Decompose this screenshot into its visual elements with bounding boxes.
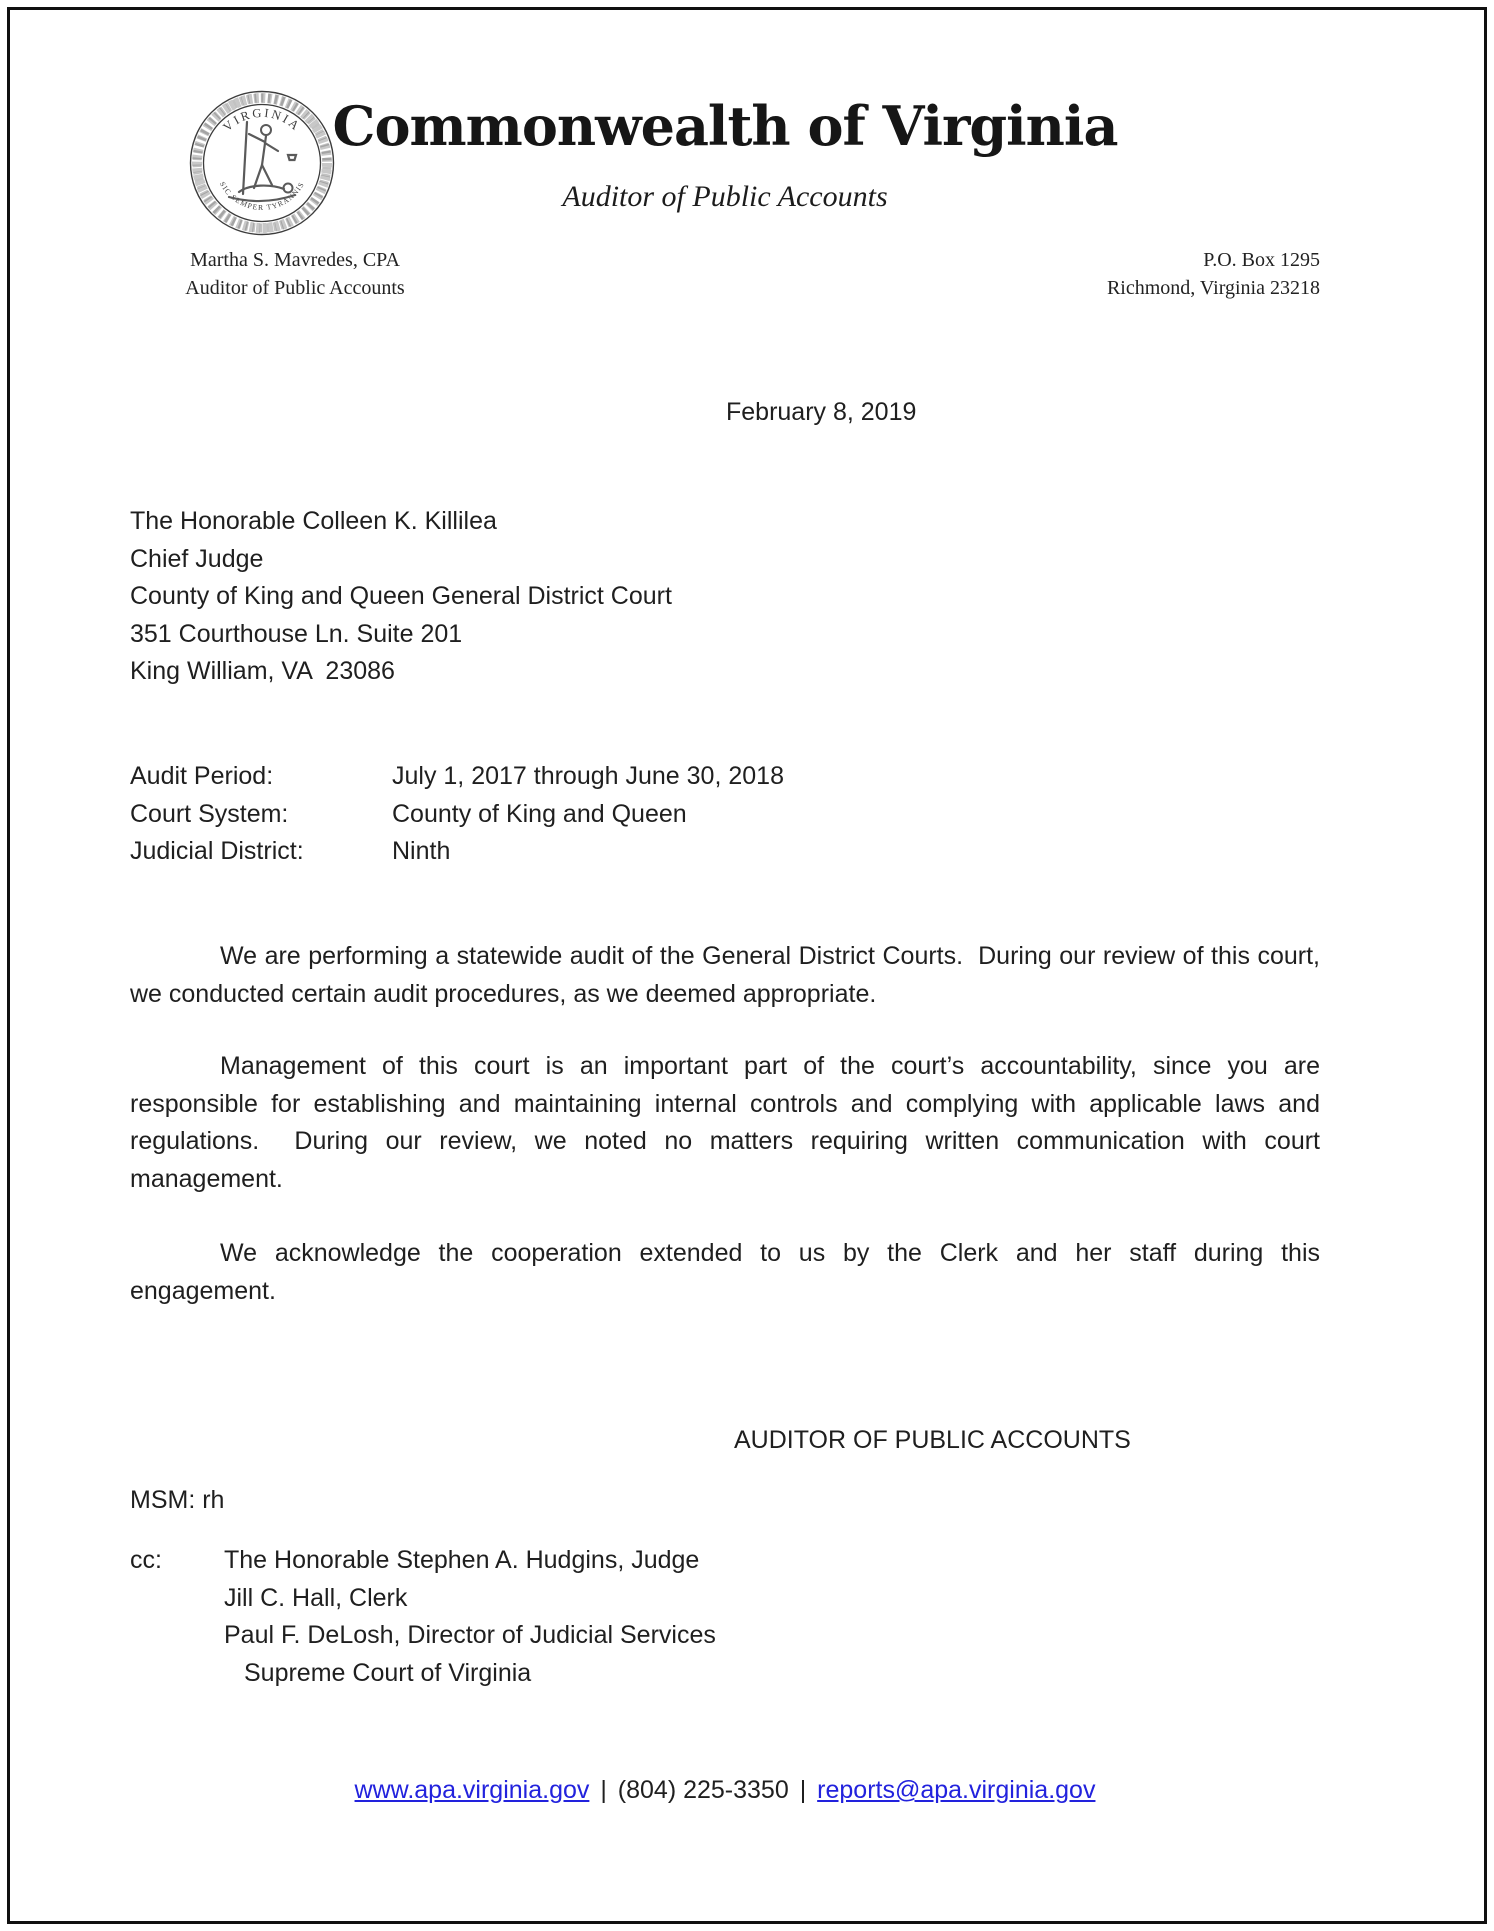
seal-top-text: VIRGINIA xyxy=(220,105,304,135)
email-link[interactable]: reports@apa.virginia.gov xyxy=(817,1776,1096,1804)
website-link[interactable]: www.apa.virginia.gov xyxy=(354,1776,590,1804)
letterhead-title: Commonwealth of Virginia xyxy=(332,94,1118,158)
office-address-block xyxy=(1107,246,1320,302)
body-paragraph-1: We are performing a statewide audit of the General District Courts. During our review of this court, we conducted certain audit procedures, as we deemed appropriate. xyxy=(130,942,1327,1008)
cc-entry: Paul F. DeLosh, Director of Judicial Services xyxy=(224,1621,716,1649)
body-paragraph-3: We acknowledge the cooperation extended to us by the Clerk and her staff during this engagement. xyxy=(130,1239,1327,1305)
recipient-address-block xyxy=(130,503,672,691)
recipient-street: 351 Courthouse Ln. Suite 201 xyxy=(130,619,463,648)
cc-label: cc: xyxy=(130,1546,162,1574)
recipient-city-state-zip: King William, VA 23086 xyxy=(130,657,395,685)
audit-period-value: July 1, 2017 through June 30, 2018 xyxy=(392,762,784,790)
auditor-name: Martha S. Mavredes, CPA xyxy=(190,249,400,271)
audit-info-block xyxy=(130,758,784,871)
court-system-row xyxy=(130,796,784,834)
po-box-line: P.O. Box 1295 xyxy=(1203,249,1320,271)
cc-entry: Jill C. Hall, Clerk xyxy=(224,1583,408,1612)
recipient-title: Chief Judge xyxy=(130,544,264,573)
footer-separator: | xyxy=(799,1776,807,1804)
judicial-district-label: Judicial District: xyxy=(130,837,304,865)
judicial-district-value: Ninth xyxy=(392,837,451,865)
reference-initials: MSM: rh xyxy=(130,1486,225,1514)
audit-period-row xyxy=(130,758,784,796)
cc-entry-suborg: Supreme Court of Virginia xyxy=(244,1658,532,1687)
footer-separator: | xyxy=(600,1776,607,1804)
footer-phone: (804) 225-3350 xyxy=(617,1776,789,1804)
recipient-court: County of King and Queen General District Court xyxy=(130,582,672,610)
recipient-name: The Honorable Colleen K. Killilea xyxy=(130,507,497,535)
auditor-title: Auditor of Public Accounts xyxy=(185,277,405,299)
signature-organization: AUDITOR OF PUBLIC ACCOUNTS xyxy=(734,1426,1131,1454)
letter-date: February 8, 2019 xyxy=(726,398,917,426)
court-system-value: County of King and Queen xyxy=(392,799,687,828)
cc-entry: The Honorable Stephen A. Hudgins, Judge xyxy=(224,1546,700,1574)
judicial-district-row xyxy=(130,833,784,871)
cc-entries xyxy=(224,1542,716,1692)
body-paragraph-2: Management of this court is an important part of the court’s accountability, since you are responsible for establishing and maintaining internal controls and complying with applicable laws and regulations. During our review, we noted no matters requiring written communication with court management. xyxy=(130,1052,1327,1193)
auditor-identity-block xyxy=(140,246,450,302)
court-system-label: Court System: xyxy=(130,799,289,828)
footer-contact-line xyxy=(130,1772,1320,1810)
audit-period-label: Audit Period: xyxy=(130,762,274,790)
seal-bottom-text: SIC SEMPER TYRANNIS xyxy=(217,180,307,213)
cc-block xyxy=(130,1542,716,1692)
city-state-zip-line: Richmond, Virginia 23218 xyxy=(1106,277,1320,299)
letterhead-subtitle: Auditor of Public Accounts xyxy=(562,180,888,213)
